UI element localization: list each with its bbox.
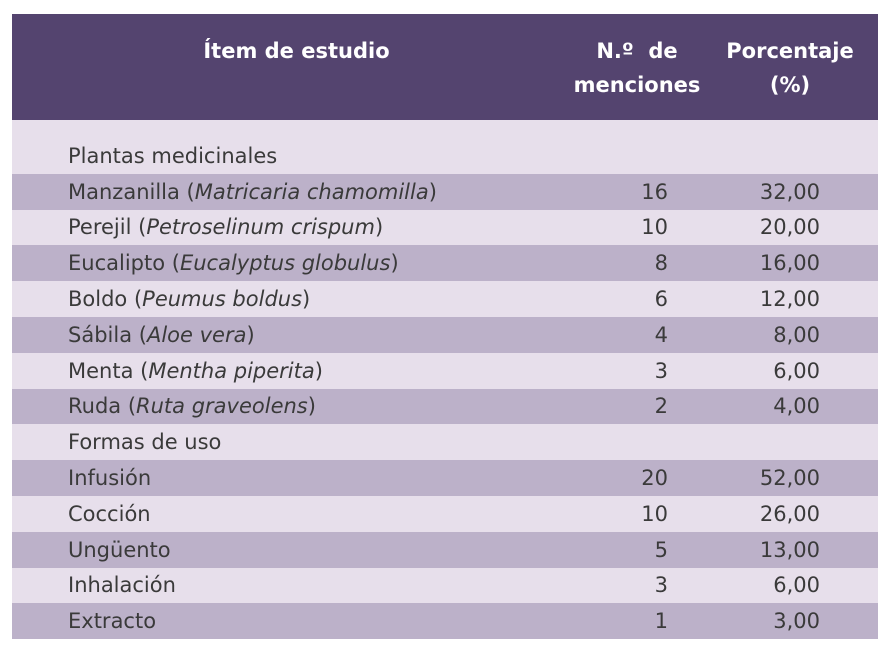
header-percent xyxy=(702,14,878,120)
header-mentions xyxy=(572,14,702,120)
row-percent: 20,00 xyxy=(759,215,820,240)
spacer-row xyxy=(12,120,878,138)
row-name: Inhalación xyxy=(68,573,176,598)
row-mentions: 4 xyxy=(654,322,668,347)
table-container xyxy=(12,14,878,639)
row-percent: 16,00 xyxy=(759,251,820,276)
row-percent: 4,00 xyxy=(773,394,820,419)
table-header-row xyxy=(12,14,878,120)
scientific-name: Petroselinum crispum xyxy=(146,215,375,240)
table-row xyxy=(12,174,878,210)
scientific-name: Mentha piperita xyxy=(148,358,315,383)
table-row xyxy=(12,210,878,246)
row-name: Perejil (Petroselinum crispum) xyxy=(68,215,384,240)
row-mentions: 10 xyxy=(641,215,668,240)
row-name: Eucalipto (Eucalyptus globulus) xyxy=(68,251,399,276)
row-mentions: 20 xyxy=(641,466,668,491)
row-name: Ungüento xyxy=(68,537,171,562)
row-mentions: 2 xyxy=(654,394,668,419)
row-mentions: 8 xyxy=(654,251,668,276)
row-mentions: 5 xyxy=(654,537,668,562)
row-mentions: 1 xyxy=(654,609,668,634)
table-row xyxy=(12,281,878,317)
table-row xyxy=(12,532,878,568)
scientific-name: Eucalyptus globulus xyxy=(179,251,391,276)
section-row xyxy=(12,424,878,460)
row-name: Cocción xyxy=(68,501,151,526)
table-row xyxy=(12,389,878,425)
section-row xyxy=(12,138,878,174)
row-percent: 6,00 xyxy=(773,358,820,383)
scientific-name: Aloe vera xyxy=(146,322,247,347)
row-name: Menta (Mentha piperita) xyxy=(68,358,323,383)
row-mentions: 16 xyxy=(641,179,668,204)
row-percent: 12,00 xyxy=(759,287,820,312)
table-row xyxy=(12,460,878,496)
row-name: Infusión xyxy=(68,466,152,491)
row-mentions: 3 xyxy=(654,358,668,383)
row-name: Boldo (Peumus boldus) xyxy=(68,287,311,312)
header-mentions-line1: N.º de xyxy=(596,39,678,63)
table-row xyxy=(12,603,878,639)
table-row xyxy=(12,245,878,281)
row-name: Manzanilla (Matricaria chamomilla) xyxy=(68,179,437,204)
row-percent: 3,00 xyxy=(773,609,820,634)
scientific-name: Ruta graveolens xyxy=(136,394,308,419)
header-mentions-line2: menciones xyxy=(573,73,701,97)
scientific-name: Peumus boldus xyxy=(142,287,303,312)
table-row xyxy=(12,496,878,532)
row-mentions: 10 xyxy=(641,501,668,526)
row-name: Sábila (Aloe vera) xyxy=(68,322,255,347)
row-percent: 32,00 xyxy=(759,179,820,204)
row-percent: 8,00 xyxy=(773,322,820,347)
row-mentions: 6 xyxy=(654,287,668,312)
header-percent-line1: Porcentaje xyxy=(726,39,854,63)
row-percent: 6,00 xyxy=(773,573,820,598)
table-row xyxy=(12,353,878,389)
row-percent: 52,00 xyxy=(759,466,820,491)
header-item xyxy=(12,14,572,120)
data-table xyxy=(12,14,878,639)
scientific-name: Matricaria chamomilla xyxy=(194,179,429,204)
header-percent-line2: (%) xyxy=(769,73,811,97)
table-row xyxy=(12,317,878,353)
row-name: Extracto xyxy=(68,609,157,634)
row-percent: 13,00 xyxy=(759,537,820,562)
section-title: Plantas medicinales xyxy=(68,143,278,168)
section-title: Formas de uso xyxy=(68,430,222,455)
row-mentions: 3 xyxy=(654,573,668,598)
header-item-label: Ítem de estudio xyxy=(203,39,390,63)
table-row xyxy=(12,568,878,604)
row-name: Ruda (Ruta graveolens) xyxy=(68,394,316,419)
row-percent: 26,00 xyxy=(759,501,820,526)
